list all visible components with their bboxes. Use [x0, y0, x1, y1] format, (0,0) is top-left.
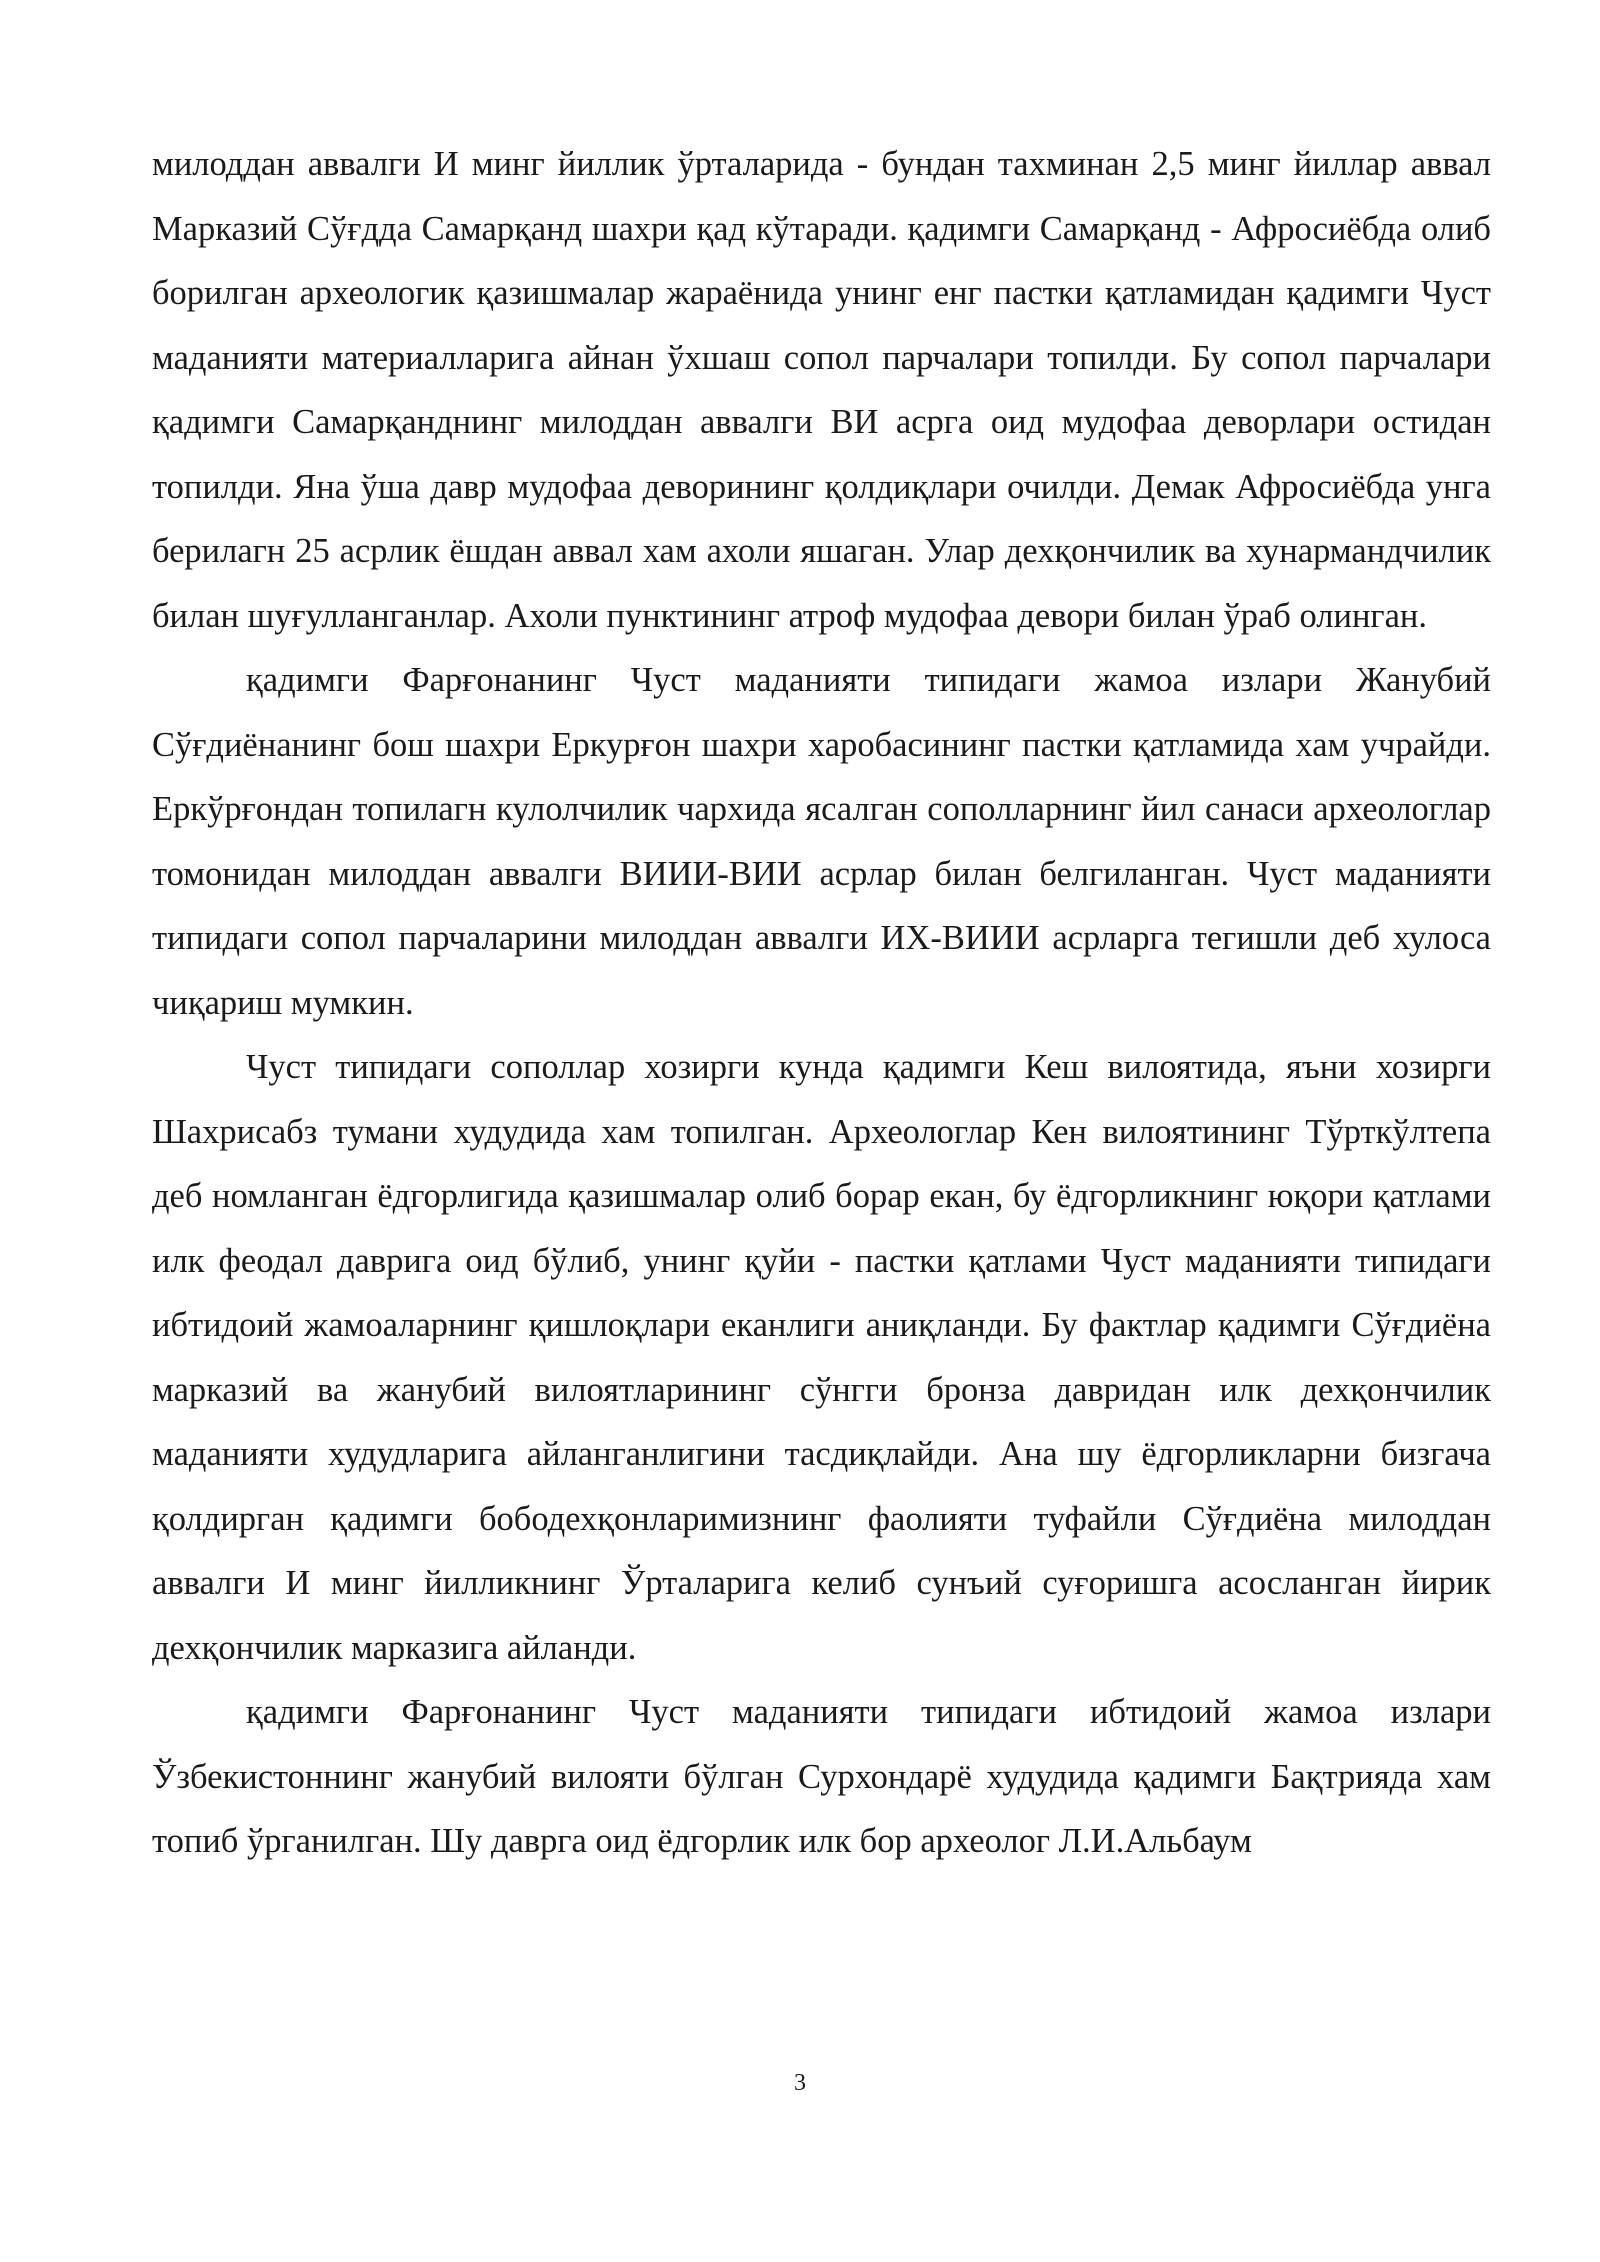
- paragraph-4: қадимги Фарғонанинг Чуст маданияти типидаги ибтидоий жамоа излари Ўзбекистоннинг жанубий вилояти бўлган Сурхондарё худудида қадимги Бақтрияда хам топиб ўрганилган. Шу даврга оид ёдгорлик илк бор археолог Л.И.Альбаум: [152, 1693, 1491, 1860]
- page-number: 3: [794, 2070, 806, 2096]
- paragraph-2: қадимги Фарғонанинг Чуст маданияти типидаги жамоа излари Жанубий Сўғдиёнанинг бош шахри Еркурғон шахри харобасининг пастки қатламида хам учрайди. Еркўрғондан топилагн кулолчилик чархида ясалган сополларнинг йил санаси археологлар томонидан милоддан аввалги ВИИИ-ВИИ асрлар билан белгиланган. Чуст маданияти типидаги сопол парчаларини милоддан аввалги ИХ-ВИИИ асрларга тегишли деб хулоса чиқариш мумкин.: [152, 661, 1491, 1022]
- paragraph-3: Чуст типидаги сополлар хозирги кунда қадимги Кеш вилоятида, яъни хозирги Шахрисабз тумани худудида хам топилган. Археологлар Кен вилоятининг Тўрткўлтепа деб номланган ёдгорлигида қазишмалар олиб борар екан, бу ёдгорликнинг юқори қатлами илк феодал даврига оид бўлиб, унинг қуйи - пастки қатлами Чуст маданияти типидаги ибтидоий жамоаларнинг қишлоқлари еканлиги аниқланди. Бу фактлар қадимги Сўғдиёна марказий ва жанубий вилоятларининг сўнгги бронза давридан илк дехқончилик маданияти худудларига айланганлигини тасдиқлайди. Ана шу ёдгорликларни бизгача қолдирган қадимги бободехқонларимизнинг фаолияти туфайли Сўғдиёна милоддан аввалги И минг йилликнинг Ўрталарига келиб сунъий суғоришга асосланган йирик дехқончилик марказига айланди.: [152, 1048, 1491, 1667]
- document-body: [152, 132, 1491, 1874]
- paragraph-1: милоддан аввалги И минг йиллик ўрталарида - бундан тахминан 2,5 минг йиллар аввал Марказий Сўғдда Самарқанд шахри қад кўтаради. қадимги Самарқанд - Афросиёбда олиб борилган археологик қазишмалар жараёнида унинг енг пастки қатламидан қадимги Чуст маданияти материалларига айнан ўхшаш сопол парчалари топилди. Бу сопол парчалари қадимги Самарқанднинг милоддан аввалги ВИ асрга оид мудофаа деворлари остидан топилди. Яна ўша давр мудофаа деворининг қолдиқлари очилди. Демак Афросиёбда унга берилагн 25 асрлик ёшдан аввал хам ахоли яшаган. Улар дехқончилик ва хунармандчилик билан шуғулланганлар. Ахоли пунктининг атроф мудофаа девори билан ўраб олинган.: [152, 145, 1491, 635]
